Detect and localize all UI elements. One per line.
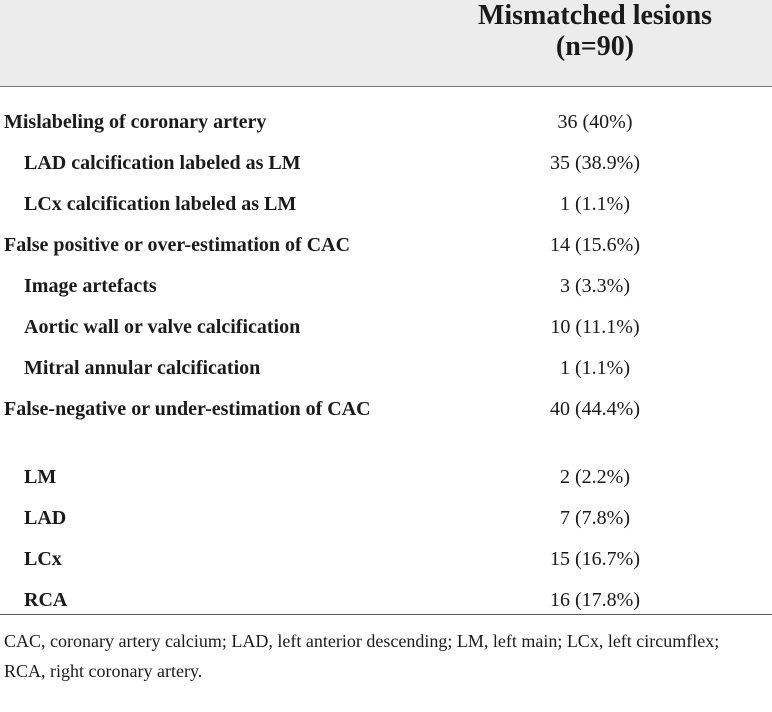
table-row-lm <box>0 454 772 495</box>
table-bottom-rule <box>0 614 772 615</box>
table-row-lcx-as-lm <box>0 181 772 222</box>
table-row-mislabeling <box>0 99 772 140</box>
row-value: 7 (7.8%) <box>560 507 630 529</box>
table-row-aortic-calcification <box>0 304 772 345</box>
table-footnote: CAC, coronary artery calcium; LAD, left anterior descending; LM, left main; LCx, left circumflex; RCA, right coronary artery. <box>4 631 720 681</box>
table-row-lad <box>0 495 772 536</box>
table-row-mitral-calcification <box>0 345 772 386</box>
row-value: 1 (1.1%) <box>560 357 630 379</box>
table-row-lcx <box>0 536 772 577</box>
row-label: Mislabeling of coronary artery <box>4 111 267 133</box>
row-label: Image artefacts <box>24 275 157 297</box>
row-label: False positive or over-estimation of CAC <box>4 234 351 256</box>
table-row-false-positive <box>0 222 772 263</box>
header-divider <box>0 86 772 87</box>
column-header-count: (n=90) <box>555 31 635 62</box>
row-value: 15 (16.7%) <box>550 548 640 570</box>
table-header <box>0 0 772 86</box>
row-value: 40 (44.4%) <box>550 398 640 420</box>
row-label: LM <box>24 466 57 488</box>
row-label: RCA <box>24 589 68 611</box>
table-row-lad-as-lm <box>0 140 772 181</box>
column-header-title: Mismatched lesions <box>477 0 713 31</box>
row-value: 35 (38.9%) <box>550 152 640 174</box>
row-label: LAD <box>24 507 67 529</box>
table-row-rca <box>0 577 772 618</box>
row-label: False-negative or under-estimation of CAC <box>4 398 371 420</box>
row-value: 1 (1.1%) <box>560 193 630 215</box>
row-label: LCx <box>24 548 62 570</box>
row-value: 16 (17.8%) <box>550 589 640 611</box>
row-value: 2 (2.2%) <box>560 466 630 488</box>
row-value: 10 (11.1%) <box>550 316 640 338</box>
row-value: 14 (15.6%) <box>550 234 640 256</box>
table-row-image-artefacts <box>0 263 772 304</box>
table-row-false-negative <box>0 386 772 454</box>
row-label: LCx calcification labeled as LM <box>24 193 297 215</box>
row-value: 3 (3.3%) <box>560 275 630 297</box>
row-label: LAD calcification labeled as LM <box>24 152 301 174</box>
row-label: Mitral annular calcification <box>24 357 261 379</box>
column-header-mismatched-lesions <box>420 0 770 62</box>
table-body <box>0 99 772 618</box>
row-value: 36 (40%) <box>557 111 633 133</box>
row-label: Aortic wall or valve calcification <box>24 316 301 338</box>
